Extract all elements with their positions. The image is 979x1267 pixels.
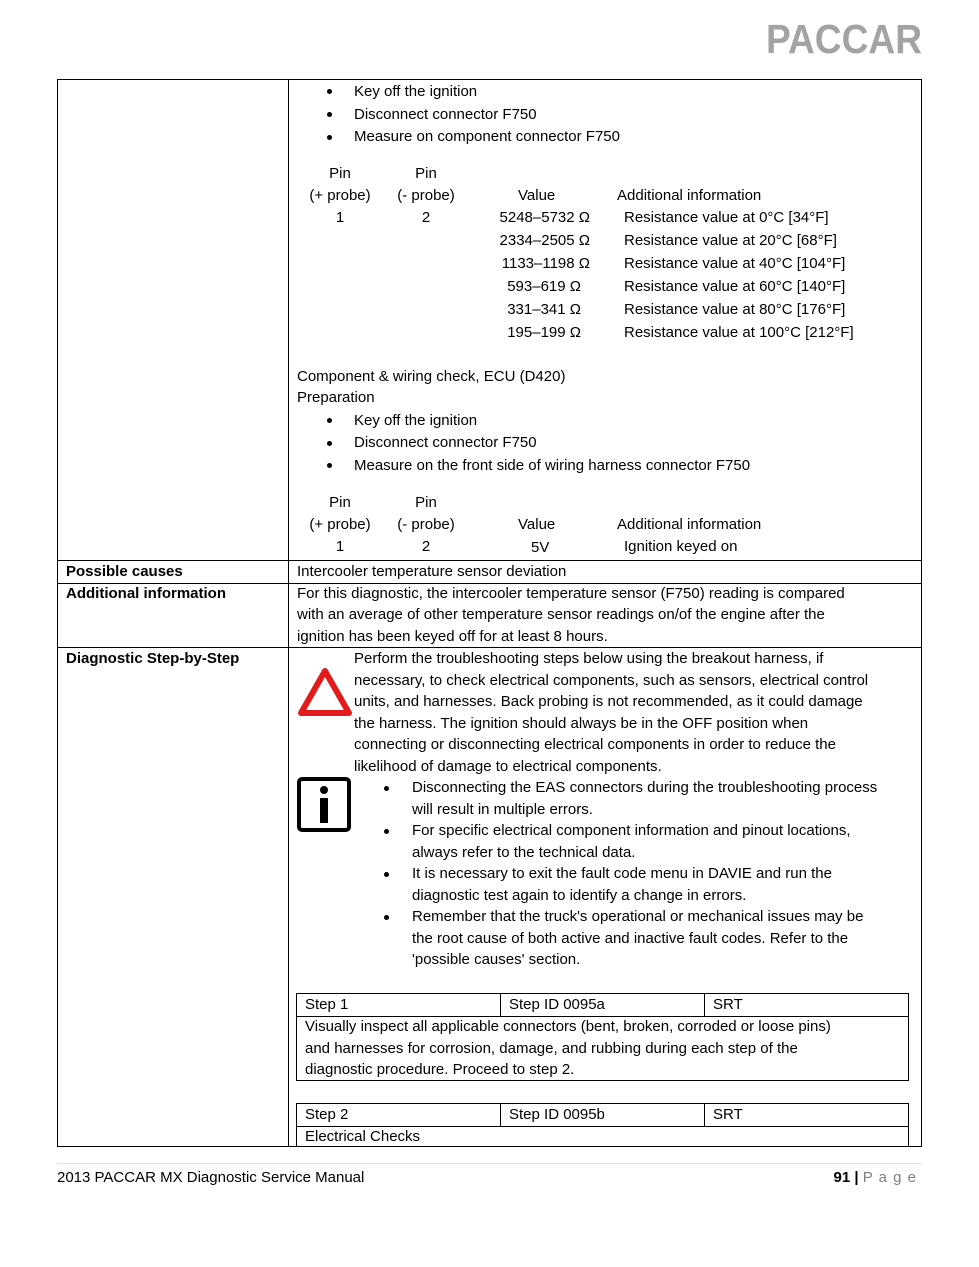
step-1-srt: SRT: [713, 996, 743, 1013]
bullet-icon: [327, 135, 332, 140]
svg-text:PACCAR: PACCAR: [766, 20, 922, 56]
step-text: Key off the ignition: [354, 83, 478, 100]
value-header: Value: [518, 516, 556, 533]
pin-plus-header: Pin (+ probe) 1: [309, 165, 371, 226]
step-text: Key off the ignition: [354, 412, 478, 429]
resistance-info: Resistance value at 0°C [34°F]: [624, 209, 829, 226]
bullet-icon: [384, 915, 389, 920]
resistance-info: Resistance value at 40°C [104°F]: [624, 255, 846, 272]
pin-minus-header: Pin (- probe) 2: [397, 165, 455, 226]
footer-divider: [57, 1163, 922, 1164]
preparation-label: Preparation: [297, 389, 375, 406]
bullet-icon: [327, 418, 332, 423]
bullet-icon: [384, 829, 389, 834]
resistance-info: Resistance value at 80°C [176°F]: [624, 301, 846, 318]
possible-causes-label: Possible causes: [66, 563, 183, 580]
bullet-icon: [327, 441, 332, 446]
row-divider: [58, 647, 921, 648]
resistance-value: 5248–5732 Ω: [499, 209, 590, 226]
pin-minus-header: Pin (- probe) 2: [397, 494, 455, 555]
resistance-info: Resistance value at 100°C [212°F]: [624, 324, 854, 341]
step-2-srt: SRT: [713, 1106, 743, 1123]
info-icon: [297, 777, 351, 832]
pin-plus-header: Pin (+ probe) 1: [309, 494, 371, 555]
diagnostic-label: Diagnostic Step-by-Step: [66, 650, 240, 667]
info-header: Additional information: [617, 187, 762, 204]
step-text: Disconnect connector F750: [354, 106, 537, 123]
column-divider: [288, 80, 289, 1146]
info-header: Additional information: [617, 516, 762, 533]
voltage-info: Ignition keyed on: [624, 538, 738, 555]
resistance-value: 2334–2505 Ω: [499, 232, 590, 249]
resistance-value: 195–199 Ω: [507, 324, 581, 341]
row-divider: [58, 583, 921, 584]
bullet-icon: [384, 872, 389, 877]
bullet-icon: [384, 786, 389, 791]
possible-causes-value: Intercooler temperature sensor deviation: [297, 563, 567, 580]
additional-information-label: Additional information: [66, 585, 226, 602]
step-2-label: Step 2: [305, 1106, 349, 1123]
step-text: Disconnect connector F750: [354, 434, 537, 451]
bullet-icon: [327, 112, 332, 117]
voltage-value: 5V: [531, 539, 550, 556]
step-1-id: Step ID 0095a: [509, 996, 605, 1013]
value-header: Value: [518, 187, 556, 204]
page-indicator: [834, 1169, 918, 1187]
step-2-id: Step ID 0095b: [509, 1106, 605, 1123]
resistance-info: Resistance value at 60°C [140°F]: [624, 278, 846, 295]
page-number: 91: [833, 1169, 851, 1186]
bullet-icon: [327, 89, 332, 94]
step-text: Measure on the front side of wiring harness connector F750: [354, 457, 751, 474]
step-2-title: Electrical Checks: [305, 1128, 421, 1145]
step-text: Measure on component connector F750: [354, 128, 620, 145]
step-1-label: Step 1: [305, 996, 349, 1013]
row-divider: [58, 560, 921, 561]
bullet-icon: [327, 463, 332, 468]
resistance-value: 1133–1198 Ω: [501, 255, 590, 272]
footer-title: 2013 PACCAR MX Diagnostic Service Manual: [57, 1169, 365, 1186]
warning-triangle-icon: [297, 666, 353, 718]
page-separator: |: [854, 1169, 859, 1186]
paccar-logo: [766, 20, 924, 56]
resistance-value: 331–341 Ω: [507, 301, 581, 318]
resistance-value: 593–619 Ω: [507, 278, 581, 295]
section-title: Component & wiring check, ECU (D420): [297, 368, 566, 385]
resistance-info: Resistance value at 20°C [68°F]: [624, 232, 837, 249]
page-label: P a g e: [862, 1169, 917, 1186]
